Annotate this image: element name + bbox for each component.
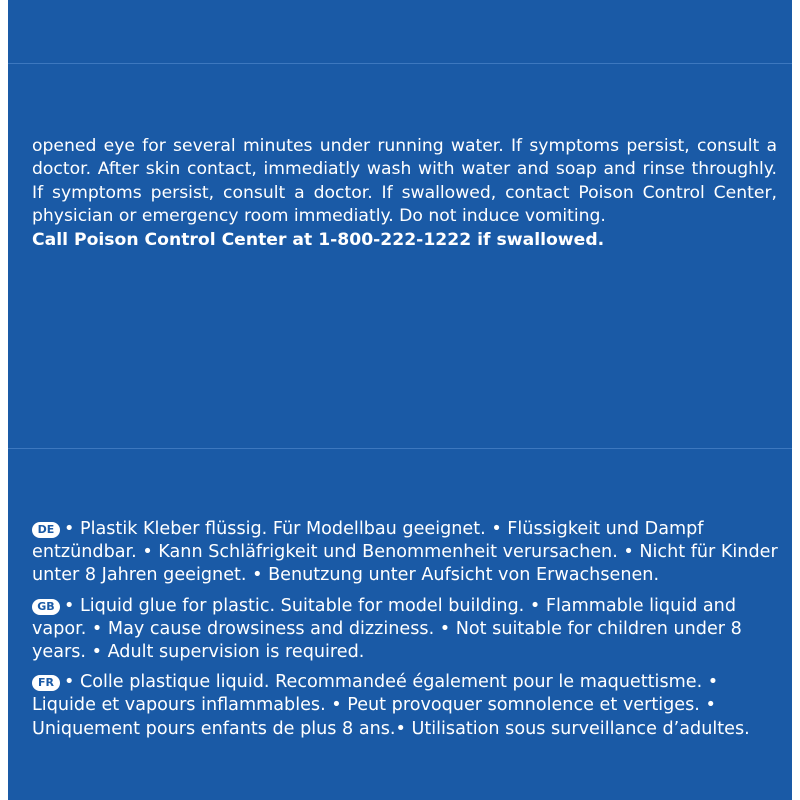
language-badge-de: DE — [32, 522, 60, 538]
fold-line-middle — [8, 448, 792, 449]
lang-block-de — [32, 518, 782, 588]
first-aid-text: opened eye for several minutes under running water. If symptoms persist, consult a doctor. After skin contact, immediatly wash with water and soap and rinse throughly. If symptoms persist, consult a doctor. If swallowed, contact Poison Control Center, physician or emergency room immediatly. Do not induce vomiting. — [32, 136, 777, 227]
fold-line-top — [8, 63, 792, 64]
language-badge-fr: FR — [32, 675, 60, 691]
warning-text-block — [32, 135, 777, 252]
label-panel — [8, 0, 792, 800]
lang-block-fr — [32, 671, 782, 741]
poison-control-line: Call Poison Control Center at 1-800-222-1222 if swallowed. — [32, 229, 605, 250]
lang-block-gb — [32, 595, 782, 665]
lang-text-de: • Plastik Kleber flüssig. Für Modellbau geeignet. • Flüssigkeit und Dampf entzündbar. • Kann Schläfrigkeit und Benommenheit verursachen. • Nicht für Kinder unter 8 Jahren geeignet. • Benutzung unter Aufsicht von Erwachsenen. — [32, 519, 778, 586]
lang-text-gb: • Liquid glue for plastic. Suitable for model building. • Flammable liquid and vapor. • May cause drowsiness and dizziness. • Not suitable for children under 8 years. • Adult supervision is required. — [32, 595, 742, 663]
lang-text-fr: • Colle plastique liquid. Recommandeé également pour le maquettisme. • Liquide et vapours inflammables. • Peut provoquer somnolence et vertiges. • Uniquement pours enfants de plus 8 ans.• Utilisation sous surveillance d’adultes. — [32, 672, 750, 739]
language-warnings — [32, 518, 782, 748]
language-badge-gb: GB — [32, 599, 60, 615]
